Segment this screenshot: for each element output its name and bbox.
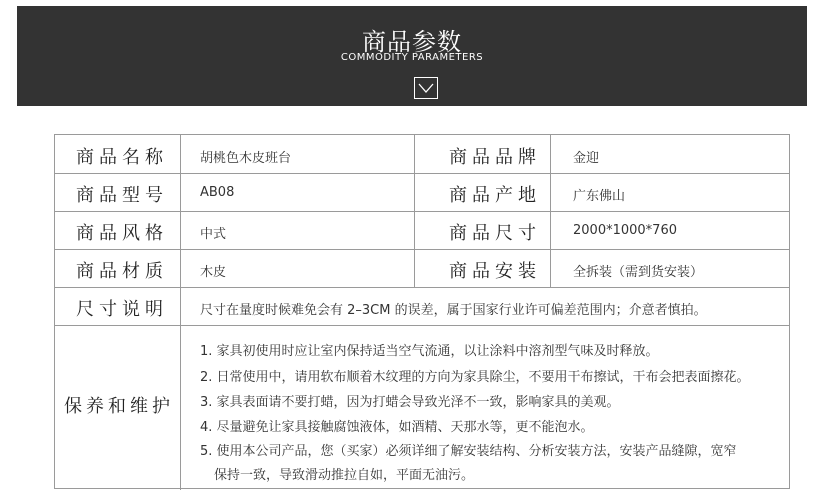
label-product-name: 商品名称 [76,147,168,168]
label-size-note: 尺寸说明 [76,299,168,320]
value-installation: 全拆装（需到货安装） [573,265,704,280]
value-brand: 金迎 [573,151,600,166]
product-parameters-table [54,134,790,489]
label-model: 商品型号 [76,185,168,206]
care-item-continuation: 保持一致，导致滑动推拉自如，平面无油污。 [214,468,475,483]
header-banner [17,6,807,106]
label-brand: 商品品牌 [449,147,541,168]
label-origin: 商品产地 [449,185,541,206]
care-item: 4. 尽量避免让家具接触腐蚀液体，如酒精、天那水等，更不能泡水。 [200,420,594,435]
value-model: AB08 [200,185,235,200]
care-item: 5. 使用本公司产品，您（买家）必须详细了解安装结构、分析安装方法，安装产品缝隙，宽窄 [200,444,737,459]
value-material: 木皮 [200,265,227,280]
care-item: 1. 家具初使用时应让室内保持适当空气流通，以让涂料中溶剂型气味及时释放。 [200,344,659,359]
label-material: 商品材质 [76,261,168,282]
label-installation: 商品安装 [449,261,541,282]
page-title: 商品参数 [362,28,462,56]
value-size-note: 尺寸在量度时候难免会有 2–3CM 的误差，属于国家行业许可偏差范围内；介意者慎拍。 [200,303,707,318]
label-care: 保养和维护 [64,396,174,417]
label-size: 商品尺寸 [449,223,541,244]
page-subtitle: COMMODITY PARAMETERS [340,52,484,63]
value-style: 中式 [200,227,227,242]
label-style: 商品风格 [76,223,168,244]
value-product-name: 胡桃色木皮班台 [200,151,292,166]
chevron-down-icon [414,77,438,99]
value-origin: 广东佛山 [573,189,626,204]
care-item: 3. 家具表面请不要打蜡，因为打蜡会导致光泽不一致，影响家具的美观。 [200,395,620,410]
value-size: 2000*1000*760 [573,223,677,238]
care-item: 2. 日常使用中，请用软布顺着木纹理的方向为家具除尘，不要用干布擦试，干布会把表面擦花。 [200,370,750,385]
